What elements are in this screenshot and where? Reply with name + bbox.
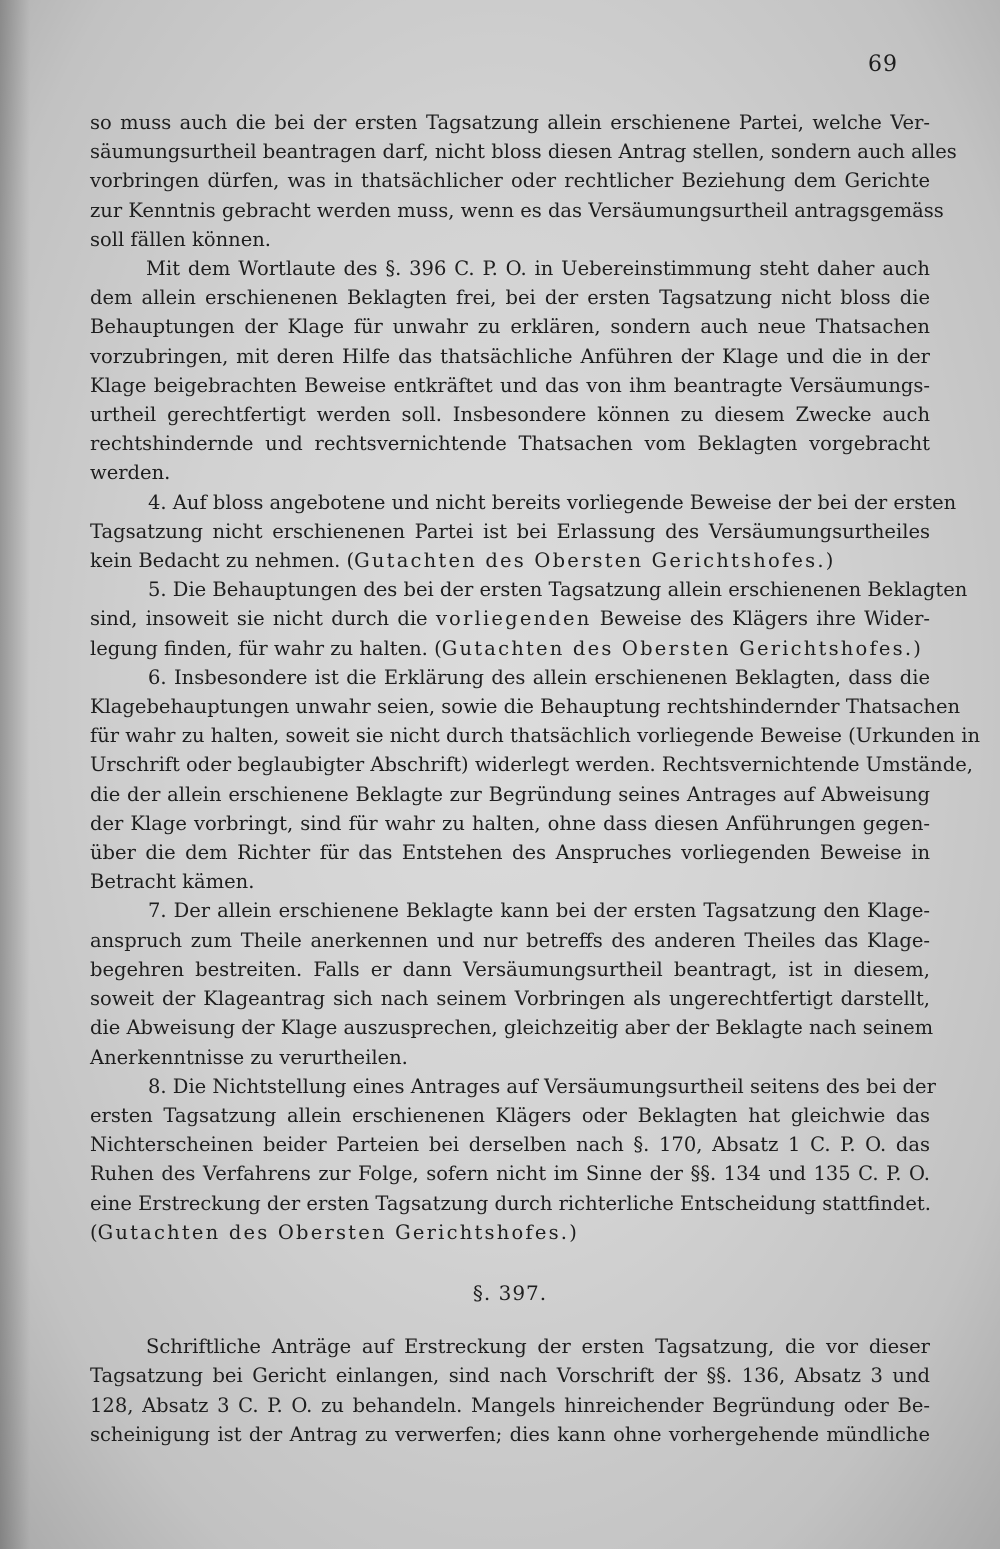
paragraph-item-8 xyxy=(90,1072,936,1247)
text-line: 6. Insbesondere ist die Erklärung des allein erschienenen Beklagten, dass die xyxy=(148,665,930,689)
text-line: soll fällen können. xyxy=(90,227,272,251)
paragraph-continuation xyxy=(90,108,957,254)
text-line: säumungsurtheil beantragen darf, nicht bloss diesen Antrag stellen, sondern auch alles xyxy=(90,140,957,164)
text-line: Klage beigebrachten Beweise entkräftet und das von ihm beantragte Versäumungs- xyxy=(90,373,930,397)
text-line: begehren bestreiten. Falls er dann Versäumungsurtheil beantragt, ist in diesem, xyxy=(90,957,930,981)
text-line: Ruhen des Verfahrens zur Folge, sofern nicht im Sinne der §§. 134 und 135 C. P. O. xyxy=(90,1162,930,1186)
text-line: Anerkenntnisse zu verurtheilen. xyxy=(90,1045,408,1069)
text-line: urtheil gerechtfertigt werden soll. Insbesondere können zu diesem Zwecke auch xyxy=(90,403,930,427)
text-line: rechtshindernde und rechtsvernichtende Thatsachen vom Beklagten vorgebracht xyxy=(90,432,930,456)
text-line: Behauptungen der Klage für unwahr zu erklären, sondern auch neue Thatsachen xyxy=(90,315,930,339)
text-line: Urschrift oder beglaubigter Abschrift) widerlegt werden. Rechtsvernichtende Umstände, xyxy=(90,753,973,777)
page-number: 69 xyxy=(868,52,898,77)
text-line: über die dem Richter für das Entstehen des Anspruches vorliegenden Beweise in xyxy=(90,841,930,865)
citation-spaced: Gutachten des Obersten Gerichtshofes. xyxy=(97,1220,570,1244)
text-line: scheinigung ist der Antrag zu verwerfen; dies kann ohne vorhergehende mündliche xyxy=(90,1422,930,1446)
text-line: 7. Der allein erschienene Beklagte kann bei der ersten Tagsatzung den Klage- xyxy=(148,899,930,923)
text-line: für wahr zu halten, soweit sie nicht durch thatsächlich vorliegende Beweise (Urkunden in xyxy=(90,724,981,748)
text-line: Schriftliche Anträge auf Erstreckung der ersten Tagsatzung, die vor dieser xyxy=(146,1335,930,1359)
text-fragment: ( xyxy=(90,1220,98,1244)
text-line: 128, Absatz 3 C. P. O. zu behandeln. Mangels hinreichender Begründung oder Be- xyxy=(90,1393,930,1417)
citation-spaced: Gutachten des Obersten Gerichtshofes. xyxy=(354,549,826,573)
text-line: dem allein erschienenen Beklagten frei, bei der ersten Tagsatzung nicht bloss die xyxy=(90,286,930,310)
text-fragment: ) xyxy=(825,549,834,573)
text-line: die Abweisung der Klage auszusprechen, gleichzeitig aber der Beklagte nach seinem xyxy=(90,1016,934,1040)
text-line: zur Kenntnis gebracht werden muss, wenn es das Versäumungsurtheil antragsgemäss xyxy=(90,198,944,222)
text-line: so muss auch die bei der ersten Tagsatzung allein erschienene Partei, welche Ver- xyxy=(90,111,930,134)
text-fragment: kein Bedacht zu nehmen. ( xyxy=(90,549,355,573)
text-line: die der allein erschienene Beklagte zur Begründung seines Antrages auf Abweisung xyxy=(90,782,930,806)
emphasis-spaced: vorliegenden xyxy=(435,607,592,631)
text-line xyxy=(90,634,930,663)
text-line: soweit der Klageantrag sich nach seinem Vorbringen als ungerechtfertigt darstellt, xyxy=(90,987,930,1011)
paragraph-item-5 xyxy=(90,575,968,663)
body-text xyxy=(90,108,981,1449)
text-line: 4. Auf bloss angebotene und nicht bereits vorliegende Beweise der bei der ersten xyxy=(148,490,957,514)
text-line: Nichterscheinen beider Parteien bei derselben nach §. 170, Absatz 1 C. P. O. das xyxy=(90,1133,930,1157)
text-line: eine Erstreckung der ersten Tagsatzung durch richterliche Entscheidung stattfindet. xyxy=(90,1191,931,1215)
text-line: Tagsatzung nicht erschienenen Partei ist bei Erlassung des Versäumungsurtheiles xyxy=(90,519,930,543)
text-line: Klagebehauptungen unwahr seien, sowie die Behauptung rechtshindernder Thatsachen xyxy=(90,695,961,719)
text-fragment: ) xyxy=(913,636,921,660)
section-heading: §. 397. xyxy=(472,1280,548,1305)
text-line: vorbringen dürfen, was in thatsächlicher oder rechtlicher Beziehung dem Gerichte xyxy=(90,169,930,193)
text-line: Mit dem Wortlaute des §. 396 C. P. O. in Uebereinstimmung steht daher auch xyxy=(146,257,930,281)
paragraph-item-6 xyxy=(90,663,981,897)
citation-spaced: Gutachten des Obersten Gerichtshofes. xyxy=(441,636,914,660)
text-line: vorzubringen, mit deren Hilfe das thatsächliche Anführen der Klage und die in der xyxy=(90,344,930,368)
paragraph-397 xyxy=(90,1332,930,1449)
text-line: 8. Die Nichtstellung eines Antrages auf Versäumungsurtheil seitens des bei der xyxy=(148,1074,936,1098)
text-line: ersten Tagsatzung allein erschienenen Klägers oder Beklagten hat gleichwie das xyxy=(90,1103,930,1127)
text-line xyxy=(90,546,930,575)
text-line: der Klage vorbringt, sind für wahr zu halten, ohne dass diesen Anführungen gegen- xyxy=(90,811,930,835)
text-line: anspruch zum Theile anerkennen und nur betreffs des anderen Theiles das Klage- xyxy=(90,928,930,952)
paragraph-item-4 xyxy=(90,488,957,576)
text-line: Betracht kämen. xyxy=(90,870,255,894)
paragraph-item-7 xyxy=(90,896,934,1071)
text-line: Tagsatzung bei Gericht einlangen, sind nach Vorschrift der §§. 136, Absatz 3 und xyxy=(90,1364,930,1388)
text-line: werden. xyxy=(90,461,171,485)
text-fragment: sind, insoweit sie nicht durch die xyxy=(90,607,436,631)
text-line xyxy=(90,1218,930,1247)
paragraph-396 xyxy=(90,254,930,488)
text-fragment: ) xyxy=(569,1220,577,1244)
text-fragment: legung finden, für wahr zu halten. ( xyxy=(90,636,442,660)
text-line xyxy=(90,604,930,633)
text-line: 5. Die Behauptungen des bei der ersten Tagsatzung allein erschienenen Beklagten xyxy=(148,578,968,602)
text-fragment: Beweise des Klägers ihre Wider- xyxy=(591,607,930,631)
